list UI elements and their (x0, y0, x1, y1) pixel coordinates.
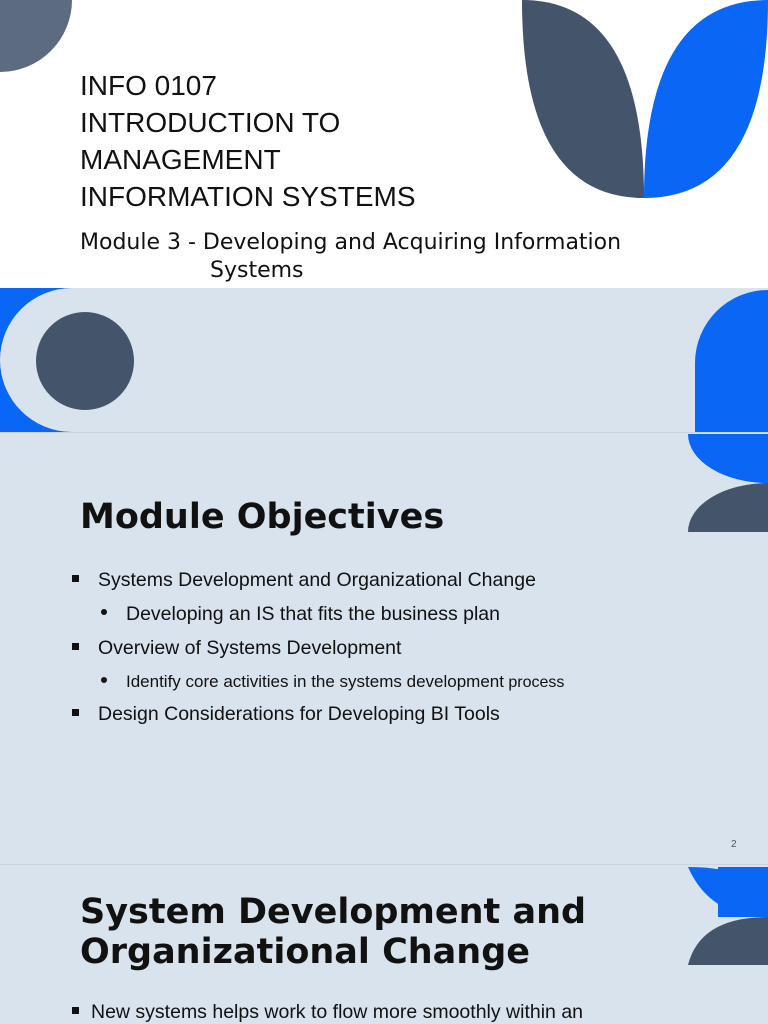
objective-item-1 (72, 569, 536, 592)
decorative-slide (0, 288, 768, 432)
title-line-1: INFO 0107 (80, 70, 217, 101)
system-development-bullet-text: New systems helps work to flow more smoothly within an (91, 1001, 584, 1023)
blue-leaf-shape (644, 0, 768, 198)
title-line-2: INTRODUCTION TO (80, 107, 341, 138)
objective-subitem-2 (101, 672, 564, 692)
system-development-slide (0, 864, 768, 1024)
subtitle-line-1: Module 3 - Developing and Acquiring Information (80, 230, 622, 255)
objective-item-2-text: Overview of Systems Development (98, 637, 402, 659)
objectives-slide (0, 432, 768, 864)
top-left-quarter-circle (0, 0, 72, 72)
blue-arch-shape (695, 290, 768, 432)
slate-half-disc (688, 483, 768, 532)
blue-half-disc-rect (718, 867, 768, 917)
objective-item-1-text: Systems Development and Organizational Change (98, 569, 536, 591)
objective-item-3 (72, 703, 500, 726)
bullet-dot-icon (101, 677, 107, 683)
system-development-heading (80, 892, 586, 972)
system-development-bullet (72, 1001, 583, 1024)
title-line-4: INFORMATION SYSTEMS (80, 181, 416, 212)
objectives-heading: Module Objectives (80, 497, 445, 537)
objective-subitem-2-tail: process (503, 674, 565, 691)
title-slide (0, 0, 768, 288)
subtitle-line-2: Systems (210, 258, 304, 283)
heading-line-1: System Development and (80, 892, 587, 932)
title-line-3: MANAGEMENT (80, 144, 281, 175)
objective-subitem-2-text: Identify core activities in the systems development (126, 672, 504, 691)
objective-item-3-text: Design Considerations for Developing BI Tools (98, 703, 500, 725)
slate-leaf-fill (522, 0, 644, 198)
objective-subitem-1-text: Developing an IS that fits the business plan (126, 603, 500, 625)
bullet-dot-icon (101, 609, 107, 615)
objective-item-2 (72, 637, 401, 660)
bullet-square-icon (72, 709, 79, 716)
slate-half-disc (688, 917, 768, 965)
decorative-slide-shapes (0, 288, 768, 432)
bullet-square-icon (72, 1007, 79, 1014)
slide-page-number: 2 (731, 839, 737, 850)
presentation-subtitle (80, 229, 621, 285)
bullet-square-icon (72, 643, 79, 650)
slate-circle (36, 312, 134, 410)
heading-line-2: Organizational Change (80, 932, 531, 972)
bullet-square-icon (72, 575, 79, 582)
presentation-title (80, 67, 416, 215)
objective-subitem-1 (101, 603, 500, 626)
